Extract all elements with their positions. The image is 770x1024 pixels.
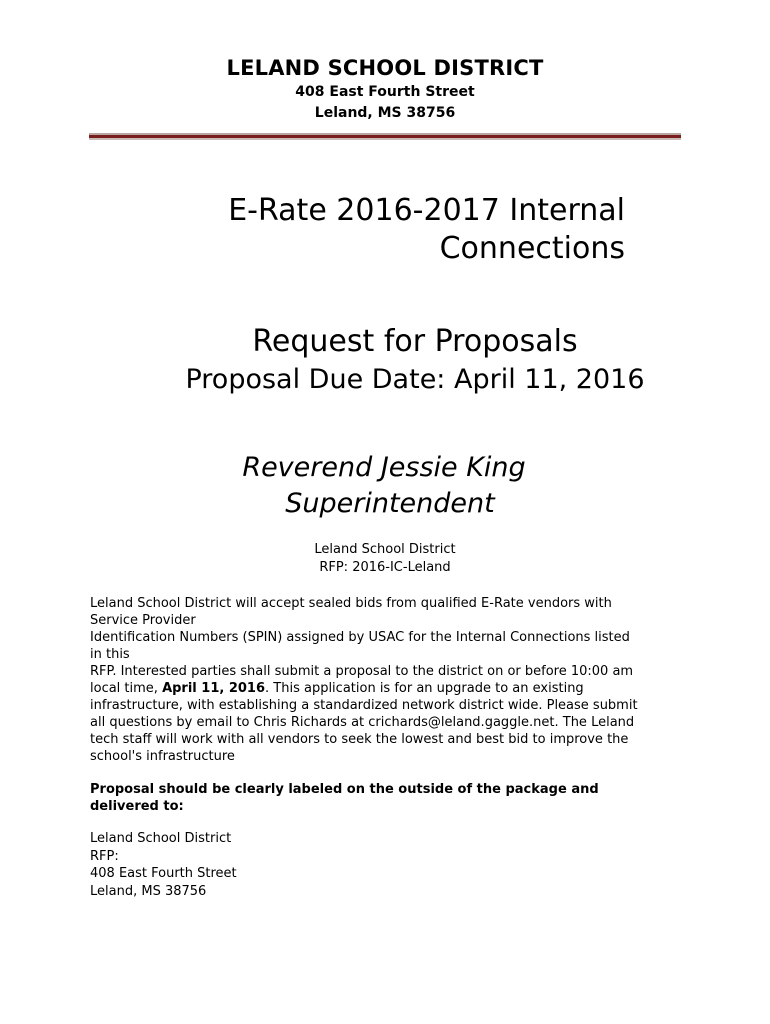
body-paragraph (90, 595, 685, 765)
delivery-rfp: RFP: (90, 848, 119, 864)
district-label: Leland School District (314, 542, 456, 557)
delivery-address (90, 830, 490, 900)
letterhead-city: Leland, MS 38756 (314, 105, 456, 121)
document-title (100, 192, 625, 268)
body-line: RFP. Interested parties shall submit a proposal to the district on or before 10:00 am (90, 664, 634, 679)
rfp-number: RFP: 2016-IC-Leland (319, 560, 451, 575)
body-line: all questions by email to Chris Richards at crichards@leland.gaggle.net. The Leland (90, 715, 635, 730)
letterhead (0, 54, 770, 124)
district-name: LELAND SCHOOL DISTRICT (226, 56, 544, 80)
body-line: tech staff will work with all vendors to seek the lowest and best bid to improve the (90, 732, 629, 747)
header-divider (89, 133, 681, 140)
body-line: Identification Numbers (SPIN) assigned by USAC for the Internal Connections listed (90, 630, 630, 645)
labeling-line-1: Proposal should be clearly labeled on the outside of the package and (90, 782, 599, 797)
proposal-due-date: Proposal Due Date: April 11, 2016 (185, 364, 645, 395)
divider-bottom-line (89, 138, 681, 140)
body-line: infrastructure, with establishing a standardized network district wide. Please submit (90, 698, 638, 713)
labeling-instructions (90, 781, 680, 815)
letterhead-street: 408 East Fourth Street (295, 84, 475, 100)
labeling-line-2: delivered to: (90, 799, 184, 814)
superintendent-title: Superintendent (285, 488, 495, 519)
superintendent-name: Reverend Jessie King (242, 452, 526, 483)
due-date-emphasis: April 11, 2016 (162, 681, 266, 696)
body-text-fragment: . This application is for an upgrade to an existing (265, 681, 584, 696)
delivery-street: 408 East Fourth Street (90, 866, 237, 881)
body-line: Leland School District will accept sealed bids from qualified E-Rate vendors with (90, 596, 612, 611)
body-line (90, 680, 685, 697)
delivery-district: Leland School District (90, 831, 232, 846)
title-line-2: Connections (439, 231, 625, 266)
delivery-city: Leland, MS 38756 (90, 883, 207, 899)
title-line-1: E-Rate 2016-2017 Internal (228, 193, 625, 228)
body-text-fragment: local time, (90, 681, 163, 696)
body-line: school's infrastructure (90, 749, 235, 764)
body-line: in this (90, 647, 130, 662)
rfp-heading: Request for Proposals (252, 324, 578, 359)
district-rfp-info (0, 541, 770, 577)
body-line: Service Provider (90, 613, 196, 628)
superintendent-block (0, 450, 770, 522)
